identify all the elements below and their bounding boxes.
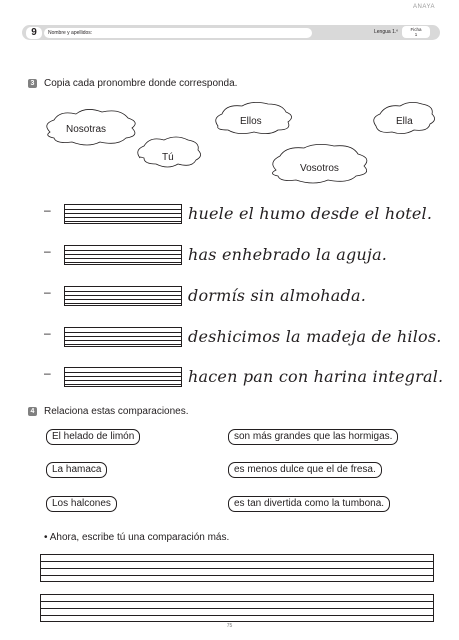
comparison-right-3[interactable]: es tan divertida como la tumbona.: [228, 496, 390, 512]
grade-label: Lengua 1.º: [374, 29, 399, 35]
sentence-dash: –: [44, 285, 51, 299]
pronoun-ella: Ella: [396, 116, 413, 127]
sentence-dash: –: [44, 366, 51, 380]
comparison-left-3[interactable]: Los halcones: [46, 496, 117, 512]
ficha-label: Ficha: [410, 27, 422, 32]
publisher-logo: ANAYA: [413, 4, 435, 10]
pronoun-tu: Tú: [162, 152, 174, 163]
sentence-text: dormís sin almohada.: [188, 286, 366, 305]
pronoun-answer-box[interactable]: [64, 204, 182, 224]
comparison-right-2[interactable]: es menos dulce que el de fresa.: [228, 462, 382, 478]
ficha-number: 1: [414, 32, 418, 37]
pronoun-answer-box[interactable]: [64, 286, 182, 306]
pronoun-answer-box[interactable]: [64, 245, 182, 265]
sentence-dash: –: [44, 326, 51, 340]
pronoun-vosotros: Vosotros: [300, 163, 339, 174]
pronoun-clouds: [0, 100, 459, 200]
answer-box-1[interactable]: [40, 554, 434, 582]
sentence-dash: –: [44, 244, 51, 258]
answer-box-2[interactable]: [40, 594, 434, 622]
pronoun-nosotras: Nosotras: [66, 124, 107, 135]
sentence-dash: –: [44, 203, 51, 217]
sentence-text: huele el humo desde el hotel.: [188, 204, 433, 223]
footer-page-number: 75: [226, 623, 233, 629]
comparison-left-1[interactable]: El helado de limón: [46, 429, 140, 445]
exercise-3-badge: 3: [28, 79, 37, 88]
exercise-4-title: Relaciona estas comparaciones.: [44, 406, 189, 417]
page-number: 9: [26, 27, 42, 39]
comparison-prompt: • Ahora, escribe tú una comparación más.: [44, 532, 230, 543]
ficha-badge: [402, 26, 430, 38]
exercise-4-badge: 4: [28, 407, 37, 416]
pronoun-answer-box[interactable]: [64, 327, 182, 347]
sentence-text: deshicimos la madeja de hilos.: [188, 327, 442, 346]
pronoun-ellos: Ellos: [240, 116, 262, 127]
comparison-right-1[interactable]: son más grandes que las hormigas.: [228, 429, 398, 445]
name-field[interactable]: Nombre y apellidos:: [44, 28, 312, 38]
comparison-left-2[interactable]: La hamaca: [46, 462, 107, 478]
pronoun-answer-box[interactable]: [64, 367, 182, 387]
exercise-3-title: Copia cada pronombre donde corresponda.: [44, 78, 238, 89]
sentence-text: hacen pan con harina integral.: [188, 367, 444, 386]
sentence-text: has enhebrado la aguja.: [188, 245, 388, 264]
